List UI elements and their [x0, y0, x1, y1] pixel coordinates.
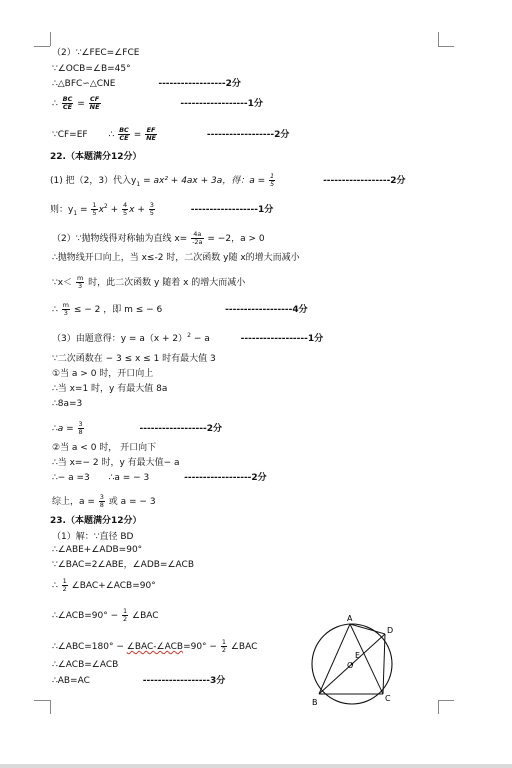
fraction-bc-ce: $\frac{BC}{CE}$ — [62, 95, 73, 111]
line-q22-2-axis: （2）∵抛物线得对称轴为直线 x= $\frac{4a}{-2a}$ = −2，a > 0 — [52, 230, 265, 246]
line-q22-case2-max: ∴当 x=− 2 时，y 有最大值− a — [52, 458, 180, 468]
heading-q22: 22.（本题满分12分） — [50, 152, 142, 162]
line-q23-abe: ∴∠ABE+∠ADB=90° — [52, 545, 143, 555]
circle-figure — [300, 610, 410, 710]
score-mark: ------------------3分 — [142, 676, 226, 686]
line-ocb: ∵∠OCB=∠B=45° — [52, 64, 131, 74]
fraction-ef-ne: $\frac{EF}{NE}$ — [146, 126, 156, 142]
score-mark: ------------------2分 — [206, 130, 290, 140]
score-mark: ------------------2分 — [139, 424, 223, 434]
line-q22-opening: ∴抛物线开口向上，当 x≤-2 时，二次函数 y随 x的增大而减小 — [52, 253, 300, 263]
score-mark: ------------------4分 — [225, 305, 308, 315]
line-q22-function: 则：$y_1$ = $\frac{1}{5}$ $x^2$ + $\frac{4}{5}$ x + $\frac{3}{5}$ ------------------1分 — [50, 201, 274, 217]
segment-ab — [319, 624, 350, 694]
line-q23-abc: ∴∠ABC=180° − ∠BAC-∠ACB=90° − $\frac{1}{2}$ ∠BAC — [52, 638, 258, 654]
fraction-1-2: $\frac{1}{2}$ — [62, 577, 67, 593]
label-d: D — [387, 626, 394, 635]
fraction-3-8: $\frac{3}{8}$ — [78, 420, 83, 436]
line-q22-summary: 综上，a = $\frac{3}{8}$ 或 a = − 3 — [52, 493, 156, 509]
score-mark: ------------------2分 — [323, 176, 406, 186]
line-q23-ab-ac: ∴AB=AC ------------------3分 — [52, 676, 226, 686]
line-similar-triangles: ∴△BFC∽△CNE ------------------2分 — [52, 79, 241, 89]
fraction-1-2: $\frac{1}{2}$ — [221, 638, 226, 654]
label-o: O — [347, 661, 354, 670]
fraction-1-5: $\frac{1}{5}$ — [270, 172, 275, 188]
line-q22-m-range: ∴ $\frac{m}{3}$ ≤ − 2 ，即 m ≤ − 6 ------------------4分 — [52, 301, 308, 317]
line-q22-case2: ②当 a < 0 时， 开口向下 — [52, 443, 157, 453]
segment-ad — [350, 624, 385, 634]
line-q23-bac: ∵∠BAC=2∠ABE，∠ADB=∠ACB — [52, 560, 195, 570]
fraction-4a-neg2a: $\frac{4a}{-2a}$ — [192, 230, 203, 246]
label-b: B — [312, 698, 318, 707]
line-q22-case1: ①当 a > 0 时，开口向上 — [52, 369, 154, 379]
line-q23-1: （1）解：∵直径 BD — [52, 532, 134, 542]
score-mark: ------------------1分 — [180, 99, 263, 109]
label-c: C — [385, 694, 391, 703]
line-q22-3: （3）由题意得：$y = a(x + 2)^2 - a$ ------------------1分 — [52, 332, 324, 344]
label-a: A — [347, 614, 353, 623]
line-q22-8a: ∴8a=3 — [52, 399, 83, 409]
line-q22-case1-max: ∴当 x=1 时，y 有最大值 8a — [52, 384, 168, 394]
fraction-m-3: $\frac{m}{3}$ — [62, 301, 69, 317]
fraction-1-2: $\frac{1}{2}$ — [123, 607, 128, 623]
fraction-bc-ce-2: $\frac{BC}{CE}$ — [119, 126, 129, 142]
line-ratio-1: ∴ $\frac{BC}{CE}$ = $\frac{CF}{NE}$ ------------------1分 — [52, 95, 263, 111]
fraction-4-5: $\frac{4}{5}$ — [123, 201, 128, 217]
line-q22-condition: ∵x＜ $\frac{m}{3}$ 时，此二次函数 y 随着 x 的增大而减小 — [52, 274, 246, 290]
line-q23-acb: ∴∠ACB=90° − $\frac{1}{2}$ ∠BAC — [52, 607, 159, 623]
label-e: E — [355, 651, 361, 660]
fraction-cf-ne: $\frac{CF}{NE}$ — [89, 95, 100, 111]
line-q23-equal: ∴∠ACB=∠ACB — [52, 660, 119, 670]
fraction-m-3: $\frac{m}{3}$ — [76, 274, 84, 290]
line-q22-max: ∵二次函数在 − 3 ≤ x ≤ 1 时有最大值 3 — [52, 354, 216, 364]
segment-cd — [383, 634, 385, 694]
line-cf-ef: ∵CF=EF ∴ $\frac{BC}{CE}$ = $\frac{EF}{NE}$ ------------------2分 — [52, 126, 290, 142]
heading-q23: 23.（本题满分12分） — [50, 516, 142, 526]
line-q22-a-neg3: ∴− a =3 ∴a = − 3 ------------------2分 — [52, 473, 267, 483]
line-q22-1: (1) 把（2，3）代入$y_1 = ax^2 + 4ax + 3a$，得：a = $\frac{1}{5}$ ------------------2分 — [50, 172, 406, 188]
fraction-3-5: $\frac{3}{5}$ — [149, 201, 154, 217]
score-mark: ------------------1分 — [240, 334, 324, 344]
line-q23-half: ∴ $\frac{1}{2}$ ∠BAC+∠ACB=90° — [52, 577, 156, 593]
line-q22-a-3-8: ∴a = $\frac{3}{8}$ ------------------2分 — [52, 420, 223, 436]
score-mark: ------------------1分 — [190, 205, 274, 215]
fraction-3-8: $\frac{3}{8}$ — [99, 493, 104, 509]
score-mark: ------------------2分 — [158, 79, 241, 89]
score-mark: ------------------2分 — [184, 473, 267, 483]
line-q2-fec: （2）∵∠FEC=∠FCE — [52, 48, 140, 58]
fraction-1-5: $\frac{1}{5}$ — [92, 201, 97, 217]
